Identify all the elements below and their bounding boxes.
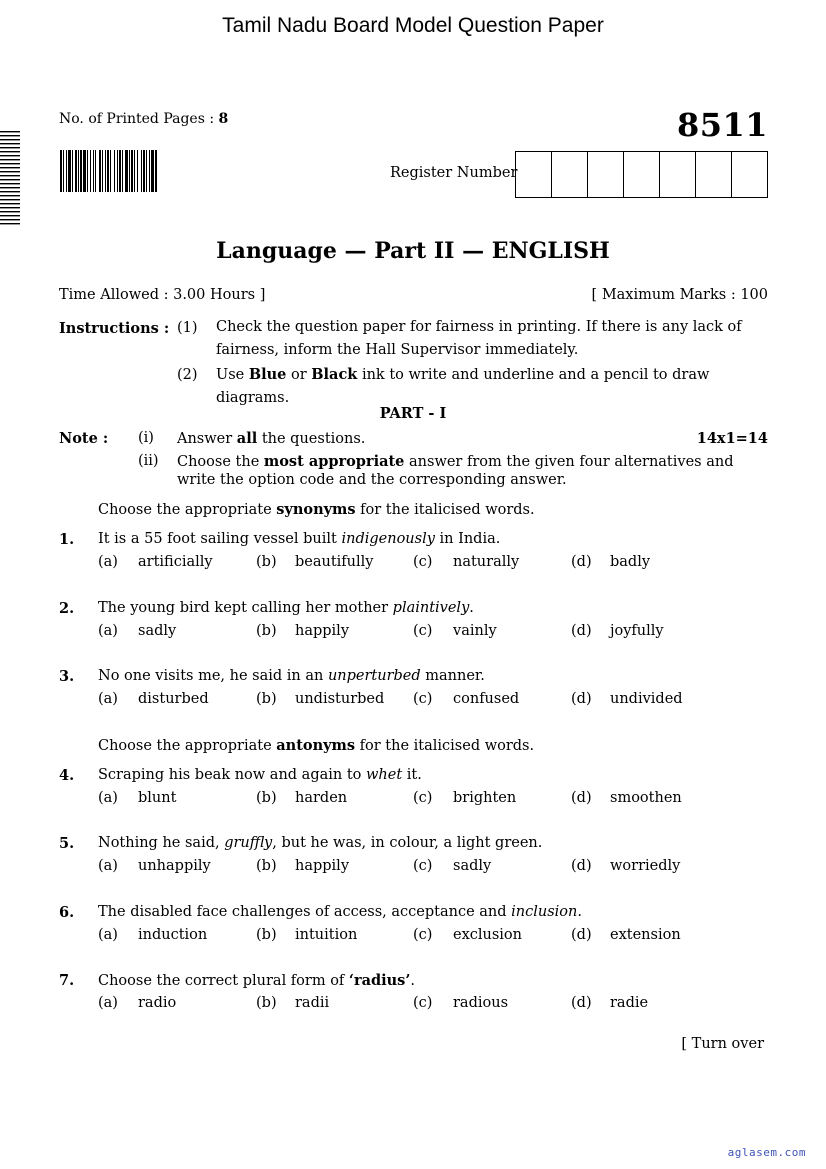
option-text: happily bbox=[295, 858, 350, 874]
turn-over-note: [ Turn over bbox=[681, 1036, 764, 1052]
option-text: brighten bbox=[453, 790, 517, 806]
option-letter: (a) bbox=[98, 858, 118, 874]
option-letter: (d) bbox=[571, 790, 592, 806]
register-digit-box[interactable] bbox=[696, 152, 732, 197]
note-text: Answer all the questions. bbox=[177, 430, 366, 447]
option-text: induction bbox=[138, 927, 208, 943]
option-letter: (c) bbox=[413, 790, 433, 806]
option-letter: (d) bbox=[571, 691, 592, 707]
option-letter: (a) bbox=[98, 623, 118, 639]
option-letter: (c) bbox=[413, 554, 433, 570]
option-text: sadly bbox=[138, 623, 177, 639]
paper-code: 8511 bbox=[676, 106, 768, 144]
option-letter: (b) bbox=[256, 858, 277, 874]
option-letter: (d) bbox=[571, 623, 592, 639]
italicised-word: unperturbed bbox=[327, 668, 421, 684]
instruction-text: Check the question paper for fairness in printing. If there is any lack of fairness, inform the Hall Supervisor immediately. bbox=[216, 319, 742, 358]
question-text: No one visits me, he said in an unperturbed manner. bbox=[98, 668, 485, 684]
option-text: radious bbox=[453, 995, 509, 1011]
option-letter: (b) bbox=[256, 995, 277, 1011]
question-number: 2. bbox=[59, 600, 75, 617]
time-allowed: Time Allowed : 3.00 Hours ] bbox=[59, 287, 266, 303]
option-text: radie bbox=[610, 995, 649, 1011]
note-number: (i) bbox=[138, 430, 154, 446]
register-digit-box[interactable] bbox=[660, 152, 696, 197]
option-letter: (b) bbox=[256, 691, 277, 707]
option-letter: (b) bbox=[256, 554, 277, 570]
part-score: 14x1=14 bbox=[696, 430, 768, 447]
option-text: joyfully bbox=[610, 623, 664, 639]
section-header-synonyms: Choose the appropriate synonyms for the italicised words. bbox=[98, 501, 535, 518]
option-text: disturbed bbox=[138, 691, 209, 707]
printed-pages: No. of Printed Pages : 8 bbox=[59, 111, 229, 127]
option-text: unhappily bbox=[138, 858, 211, 874]
question-number: 4. bbox=[59, 767, 75, 784]
option-text: vainly bbox=[453, 623, 497, 639]
option-letter: (d) bbox=[571, 554, 592, 570]
page-header-title: Tamil Nadu Board Model Question Paper bbox=[222, 14, 604, 37]
register-number-label: Register Number bbox=[390, 165, 518, 181]
barcode-image bbox=[60, 150, 194, 192]
italicised-word: indigenously bbox=[341, 531, 435, 547]
register-digit-box[interactable] bbox=[516, 152, 552, 197]
option-letter: (d) bbox=[571, 858, 592, 874]
section-header-antonyms: Choose the appropriate antonyms for the italicised words. bbox=[98, 737, 535, 754]
option-text: radii bbox=[295, 995, 330, 1011]
bold-word: ‘radius’ bbox=[348, 972, 411, 989]
option-letter: (b) bbox=[256, 623, 277, 639]
italicised-word: whet bbox=[366, 767, 403, 783]
option-letter: (d) bbox=[571, 927, 592, 943]
option-text: naturally bbox=[453, 554, 520, 570]
edge-registration-marks bbox=[0, 131, 20, 227]
option-text: extension bbox=[610, 927, 681, 943]
option-text: harden bbox=[295, 790, 348, 806]
option-letter: (b) bbox=[256, 790, 277, 806]
option-text: undivided bbox=[610, 691, 683, 707]
instruction-text: Use Blue or Black ink to write and underline and a pencil to draw diagrams. bbox=[216, 366, 710, 406]
question-number: 5. bbox=[59, 835, 75, 852]
option-text: undisturbed bbox=[295, 691, 385, 707]
option-letter: (c) bbox=[413, 995, 433, 1011]
question-text: It is a 55 foot sailing vessel built indigenously in India. bbox=[98, 531, 501, 547]
footer-watermark: aglasem.com bbox=[727, 1146, 806, 1159]
option-letter: (c) bbox=[413, 927, 433, 943]
option-text: happily bbox=[295, 623, 350, 639]
question-number: 1. bbox=[59, 531, 75, 548]
question-text: The young bird kept calling her mother plaintively. bbox=[98, 600, 474, 616]
option-text: intuition bbox=[295, 927, 358, 943]
paper-title: Language — Part II — ENGLISH bbox=[216, 238, 610, 264]
option-letter: (a) bbox=[98, 554, 118, 570]
register-digit-box[interactable] bbox=[552, 152, 588, 197]
question-number: 7. bbox=[59, 972, 75, 989]
option-text: radio bbox=[138, 995, 177, 1011]
question-text: Nothing he said, gruffly, but he was, in colour, a light green. bbox=[98, 835, 543, 851]
option-letter: (b) bbox=[256, 927, 277, 943]
option-letter: (c) bbox=[413, 623, 433, 639]
maximum-marks: [ Maximum Marks : 100 bbox=[591, 287, 768, 303]
instruction-number: (2) bbox=[177, 367, 198, 383]
instruction-number: (1) bbox=[177, 320, 198, 336]
option-text: worriedly bbox=[610, 858, 681, 874]
instructions-label: Instructions : bbox=[59, 320, 170, 337]
part-title: PART - I bbox=[379, 405, 447, 422]
option-letter: (a) bbox=[98, 790, 118, 806]
register-digit-box[interactable] bbox=[624, 152, 660, 197]
option-text: smoothen bbox=[610, 790, 682, 806]
option-letter: (a) bbox=[98, 995, 118, 1011]
question-text: The disabled face challenges of access, acceptance and inclusion. bbox=[98, 904, 582, 920]
option-letter: (d) bbox=[571, 995, 592, 1011]
question-number: 3. bbox=[59, 668, 75, 685]
note-text: Choose the most appropriate answer from the given four alternatives and write the option code and the corresponding answer. bbox=[177, 453, 734, 488]
note-label: Note : bbox=[59, 430, 109, 447]
option-letter: (a) bbox=[98, 691, 118, 707]
italicised-word: plaintively bbox=[392, 600, 470, 616]
register-digit-box[interactable] bbox=[732, 152, 767, 197]
register-digit-box[interactable] bbox=[588, 152, 624, 197]
italicised-word: gruffly bbox=[224, 835, 273, 851]
register-number-boxes[interactable] bbox=[515, 151, 768, 198]
option-text: sadly bbox=[453, 858, 492, 874]
option-text: blunt bbox=[138, 790, 177, 806]
option-text: beautifully bbox=[295, 554, 374, 570]
option-letter: (a) bbox=[98, 927, 118, 943]
option-letter: (c) bbox=[413, 691, 433, 707]
option-text: confused bbox=[453, 691, 520, 707]
question-text: Choose the correct plural form of ‘radius’. bbox=[98, 972, 415, 989]
question-text: Scraping his beak now and again to whet it. bbox=[98, 767, 422, 783]
option-letter: (c) bbox=[413, 858, 433, 874]
question-number: 6. bbox=[59, 904, 75, 921]
option-text: badly bbox=[610, 554, 651, 570]
note-number: (ii) bbox=[138, 453, 159, 469]
italicised-word: inclusion bbox=[511, 904, 578, 920]
option-text: artificially bbox=[138, 554, 213, 570]
option-text: exclusion bbox=[453, 927, 523, 943]
